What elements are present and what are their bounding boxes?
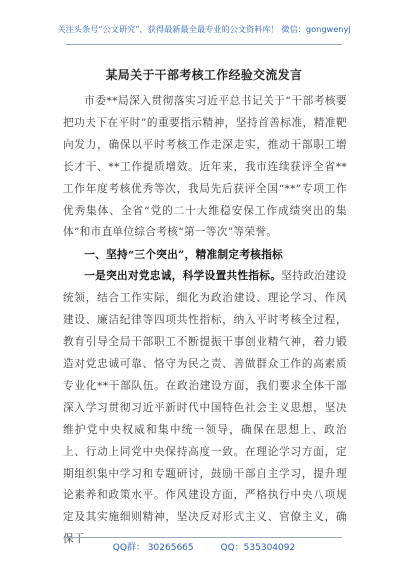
footer-divider — [66, 537, 342, 538]
footer-qq-group: QQ群： 30265665 — [112, 543, 194, 553]
document-body — [63, 91, 347, 551]
footer-qq-number: QQ：535304092 — [220, 543, 296, 553]
section-heading-1: 一、坚持“三个突出”，精准制定考核指标 — [84, 249, 284, 262]
document-title: 某局关于干部考核工作经验交流发言 — [105, 68, 303, 82]
header-notice: 关注头条号“公文研究”，获得最新最全最专业的公文资料库！ 微信：gongwenyj — [57, 24, 351, 34]
intro-paragraph: 市委**局深入贯彻落实习近平总书记关于“干部考核要把功夫下在平时”的重要指示精神，坚持首善标准，精准靶向发力，确保以平时考核工作走深走实，推动干部职工增长才干、**工作提质增效。近年来，我市连续获评全省**工作年度考核优秀等次，我局先后获评全国“**”专项工作优秀集体、全省“党的二十大维稳安保工作成绩突出的集体”和市直单位综合考核“第一等次”等荣誉。 — [63, 95, 347, 239]
section-1-paragraph — [63, 266, 347, 551]
section-1-lead: 一是突出对党忠诚，科学设置共性指标。 — [84, 270, 282, 283]
section-1-text: 坚持政治建设统领，结合工作实际，细化为政治建设、理论学习、作风建设、廉洁纪律等四项共性指标，纳入平时考核全过程，教育引导全局干部职工不断提振干事创业精气神，着力锻造对党忠诚可靠、恪守为民之责、善做群众工作的高素质专业化**干部队伍。在政治建设方面，我们要求全体干部深入学习贯彻习近平新时代中国特色社会主义思想，坚决维护党中央权威和集中统一领导，确保在思想上、政治上、行动上同党中央保持高度一致。在理论学习方面，定期组织集中学习和专题研讨，鼓励干部自主学习，提升理论素养和政策水平。作风建设方面，严格执行中央八项规定及其实施细则精神，坚决反对形式主义、官僚主义，确保干 — [63, 270, 347, 546]
header-divider — [66, 44, 342, 45]
footer-contact — [0, 540, 408, 553]
